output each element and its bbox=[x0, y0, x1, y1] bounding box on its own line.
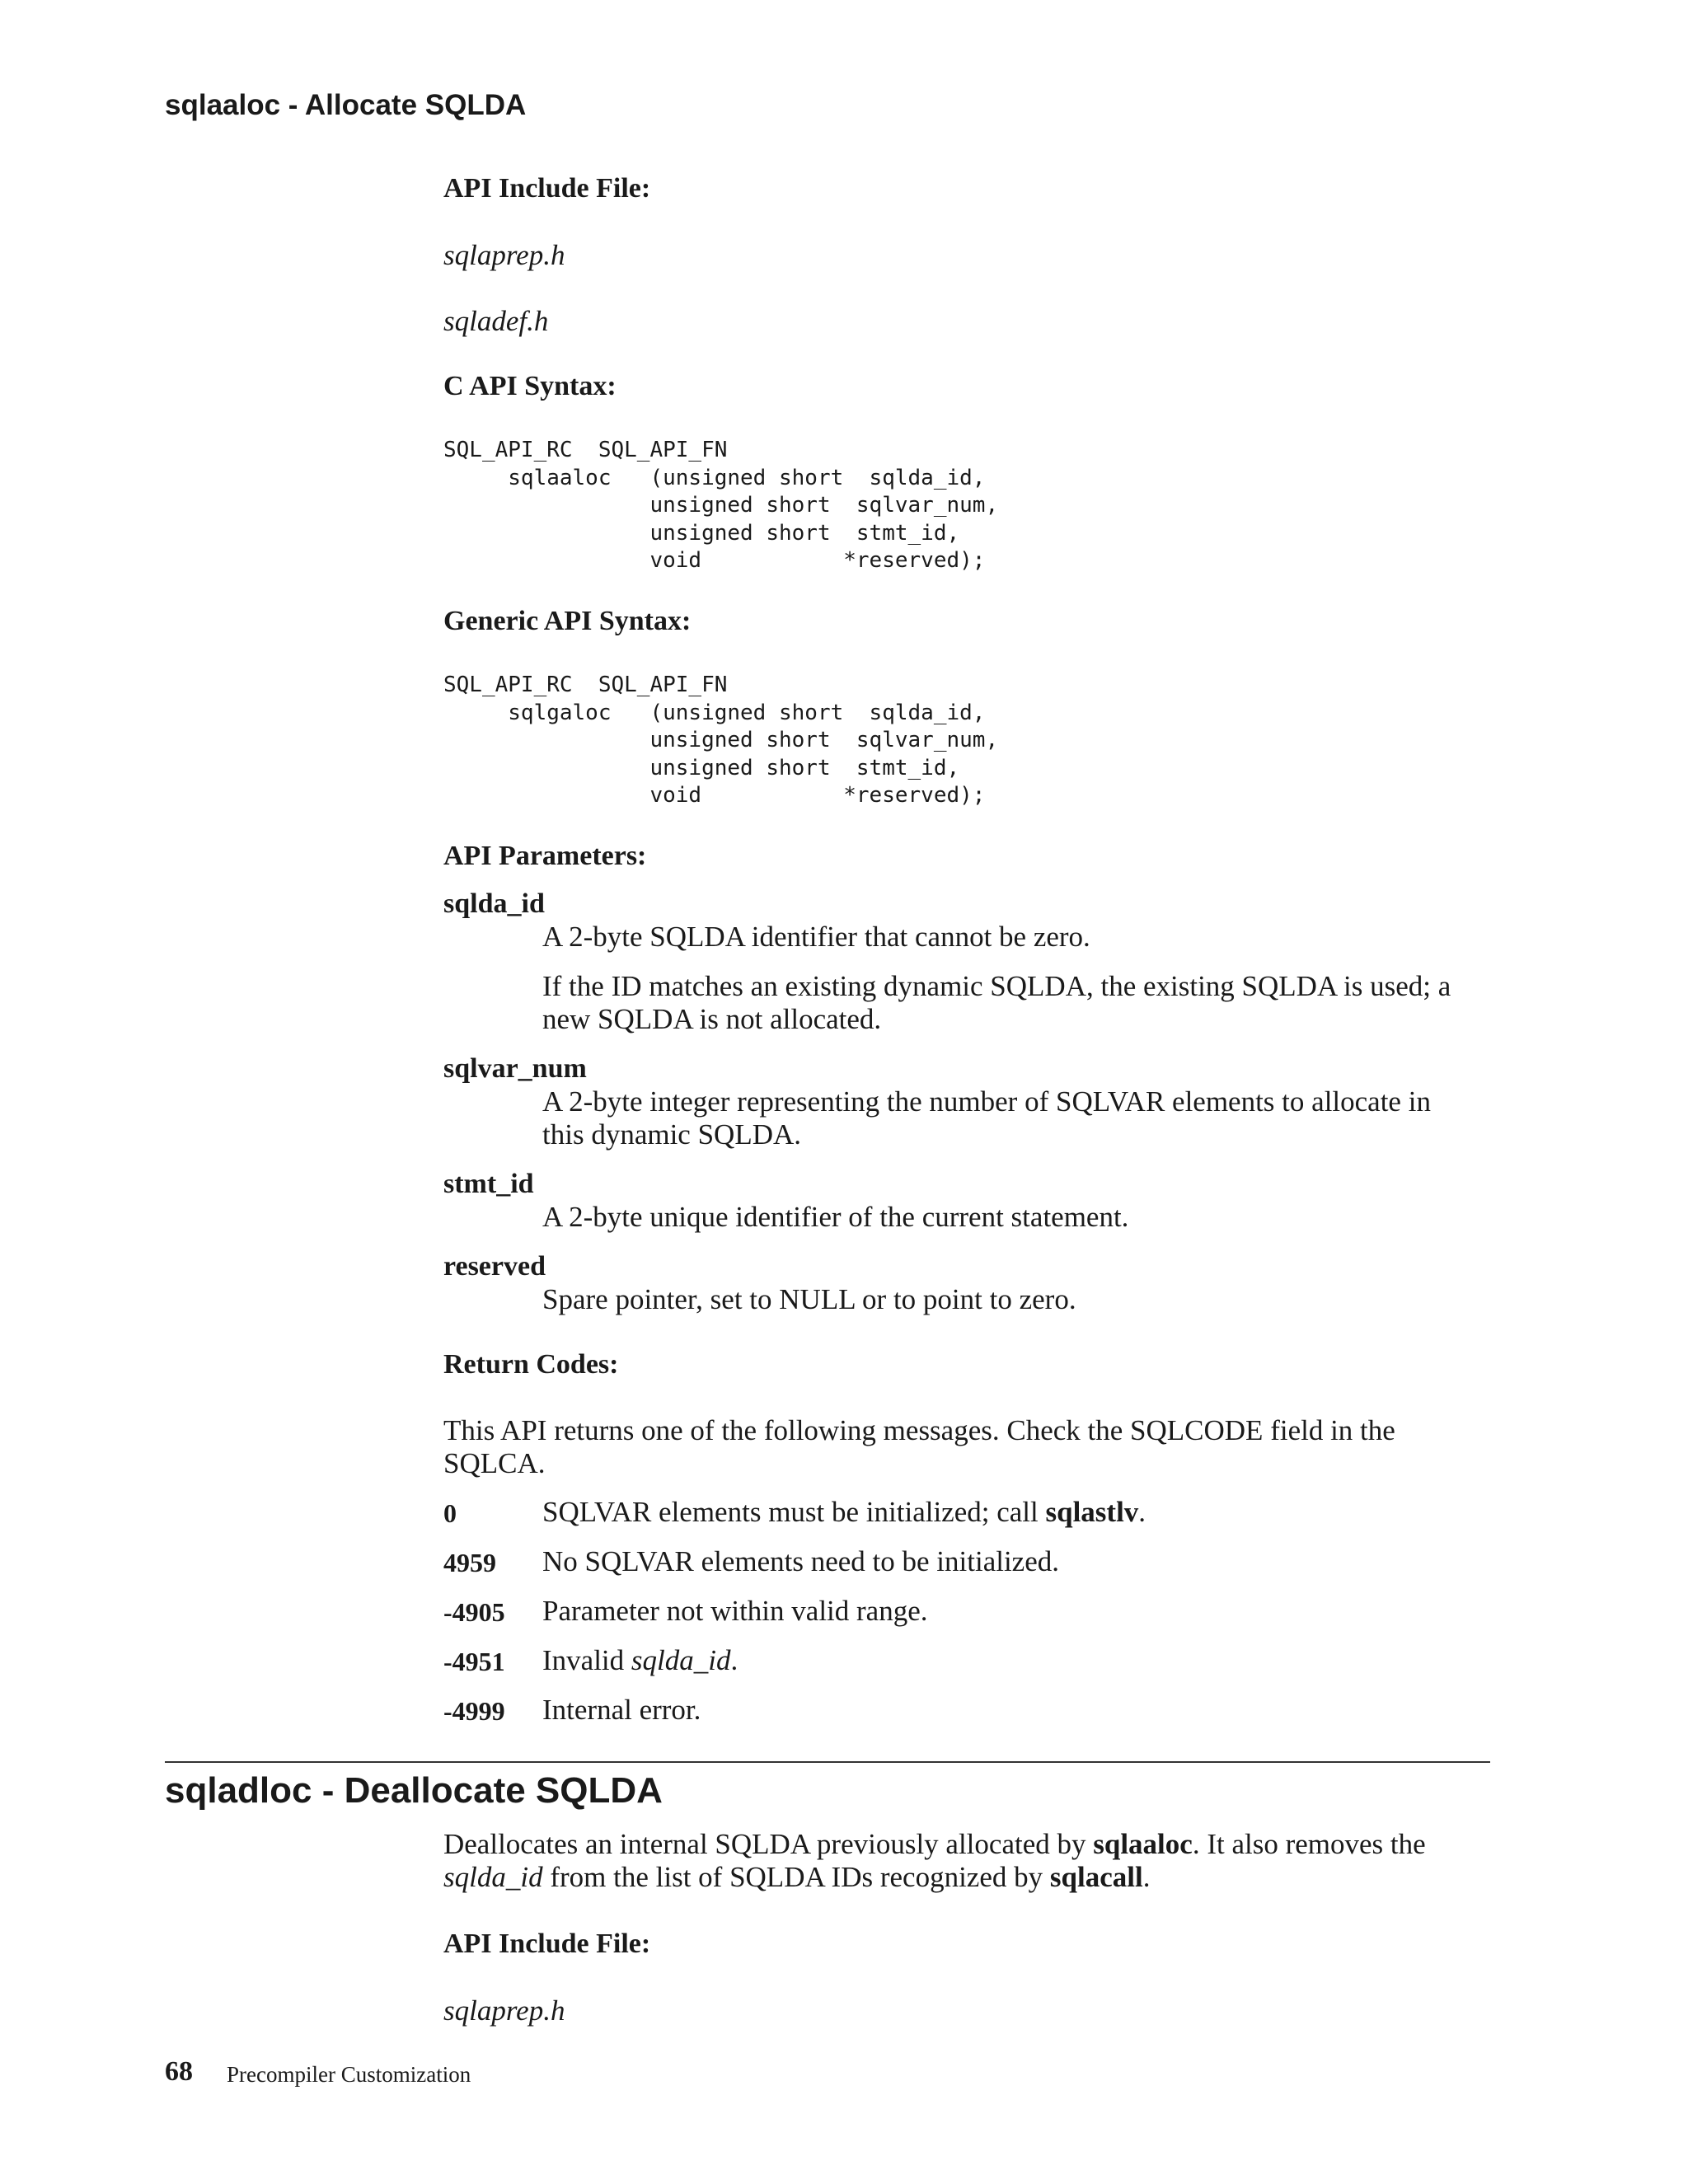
page-number: 68 bbox=[165, 2056, 193, 2087]
book-title: Precompiler Customization bbox=[227, 2062, 471, 2087]
param-name: stmt_id bbox=[443, 1169, 534, 1199]
include-file-1: sqlaprep.h bbox=[443, 1994, 565, 2027]
c-syntax-heading: C API Syntax: bbox=[443, 371, 617, 401]
return-code-desc: Internal error. bbox=[542, 1694, 701, 1726]
return-code: -4905 bbox=[443, 1597, 505, 1627]
param-desc: If the ID matches an existing dynamic SQLDA, the existing SQLDA is used; a new SQLDA is not allocated. bbox=[542, 970, 1451, 1035]
return-codes-intro: This API returns one of the following messages. Check the SQLCODE field in the SQLCA. bbox=[443, 1414, 1395, 1479]
return-code: 4959 bbox=[443, 1548, 496, 1577]
param-desc: A 2-byte SQLDA identifier that cannot be zero. bbox=[542, 921, 1090, 953]
return-code: -4999 bbox=[443, 1696, 505, 1726]
param-desc: Spare pointer, set to NULL or to point to zero. bbox=[542, 1283, 1076, 1315]
param-desc: A 2-byte integer representing the number of SQLVAR elements to allocate in this dynamic SQLDA. bbox=[542, 1085, 1431, 1151]
return-code: 0 bbox=[443, 1498, 457, 1528]
param-name: sqlda_id bbox=[443, 888, 545, 919]
section-description: Deallocates an internal SQLDA previously allocated by sqlaaloc. It also removes the sqlda_id from the list of SQLDA IDs recognized by sqlacall. bbox=[443, 1828, 1426, 1893]
generic-syntax-heading: Generic API Syntax: bbox=[443, 606, 692, 636]
return-code-desc: Invalid sqlda_id. bbox=[542, 1644, 738, 1676]
return-code: -4951 bbox=[443, 1647, 505, 1676]
param-name: sqlvar_num bbox=[443, 1053, 587, 1084]
include-file-2: sqladef.h bbox=[443, 305, 549, 337]
return-code-desc: No SQLVAR elements need to be initialized. bbox=[542, 1545, 1059, 1577]
section-title: sqlaaloc - Allocate SQLDA bbox=[165, 89, 527, 121]
c-syntax-code: SQL_API_RC SQL_API_FN sqlaaloc (unsigned short sqlda_id, unsigned short sqlvar_num, unsigned short stmt_id, void *reserved); bbox=[443, 438, 999, 573]
return-codes-heading: Return Codes: bbox=[443, 1349, 619, 1380]
api-parameters-heading: API Parameters: bbox=[443, 841, 647, 871]
param-desc: A 2-byte unique identifier of the current statement. bbox=[542, 1201, 1129, 1233]
return-code-desc: SQLVAR elements must be initialized; call sqlastlv. bbox=[542, 1496, 1146, 1528]
section-title: sqladloc - Deallocate SQLDA bbox=[165, 1770, 663, 1811]
return-code-desc: Parameter not within valid range. bbox=[542, 1595, 928, 1627]
generic-syntax-code: SQL_API_RC SQL_API_FN sqlgaloc (unsigned short sqlda_id, unsigned short sqlvar_num, unsigned short stmt_id, void *reserved); bbox=[443, 673, 999, 808]
include-file-1: sqlaprep.h bbox=[443, 239, 565, 271]
param-name: reserved bbox=[443, 1251, 546, 1282]
include-file-heading: API Include File: bbox=[443, 173, 651, 204]
include-file-heading: API Include File: bbox=[443, 1929, 651, 1959]
section-divider bbox=[165, 1761, 1490, 1763]
